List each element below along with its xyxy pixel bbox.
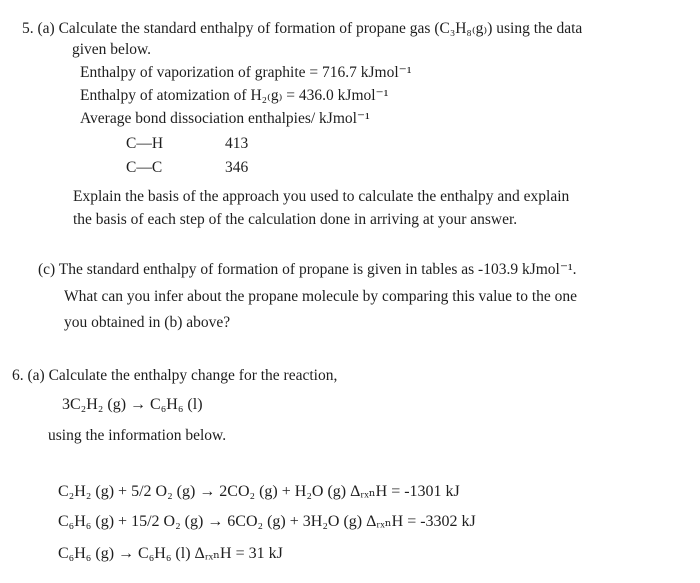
bond-value: 413 xyxy=(225,135,249,152)
using-info-line: using the information below. xyxy=(48,427,227,444)
target-reaction: 3C₂H₂ (g) → C₆H₆ (l) xyxy=(62,396,203,413)
q5c-line-3: you obtained in (b) above? xyxy=(64,314,231,331)
bond-name: C—C xyxy=(126,159,163,176)
q5a-line-1: 5. (a) Calculate the standard enthalpy of formation of propane gas (C₃H₈₍g₎) using the data xyxy=(22,20,583,37)
vaporization-enthalpy: Enthalpy of vaporization of graphite = 716.7 kJmol⁻¹ xyxy=(80,64,412,81)
q5c-line-1: (c) The standard enthalpy of formation of propane is given in tables as -103.9 kJmol⁻¹. xyxy=(38,261,577,278)
explain-line-1: Explain the basis of the approach you used to calculate the enthalpy and explain xyxy=(73,188,570,205)
atomization-enthalpy: Enthalpy of atomization of H₂₍g₎ = 436.0 kJmol⁻¹ xyxy=(80,87,389,104)
bond-name: C—H xyxy=(126,135,164,152)
explain-line-2: the basis of each step of the calculation done in arriving at your answer. xyxy=(73,211,518,228)
bond-value: 346 xyxy=(225,159,249,176)
bond-enthalpy-header: Average bond dissociation enthalpies/ kJmol⁻¹ xyxy=(80,110,370,127)
q5c-line-2: What can you infer about the propane molecule by comparing this value to the one xyxy=(64,288,578,305)
equation-1: C₂H₂ (g) + 5/2 O₂ (g) → 2CO₂ (g) + H₂O (g) ΔᵣₓₙH = -1301 kJ xyxy=(58,483,460,500)
q6a-line-1: 6. (a) Calculate the enthalpy change for the reaction, xyxy=(12,367,338,384)
equation-2: C₆H₆ (g) + 15/2 O₂ (g) → 6CO₂ (g) + 3H₂O (g) ΔᵣₓₙH = -3302 kJ xyxy=(58,513,476,530)
q5a-line-2: given below. xyxy=(72,41,152,58)
equation-3: C₆H₆ (g) → C₆H₆ (l) ΔᵣₓₙH = 31 kJ xyxy=(58,545,283,562)
